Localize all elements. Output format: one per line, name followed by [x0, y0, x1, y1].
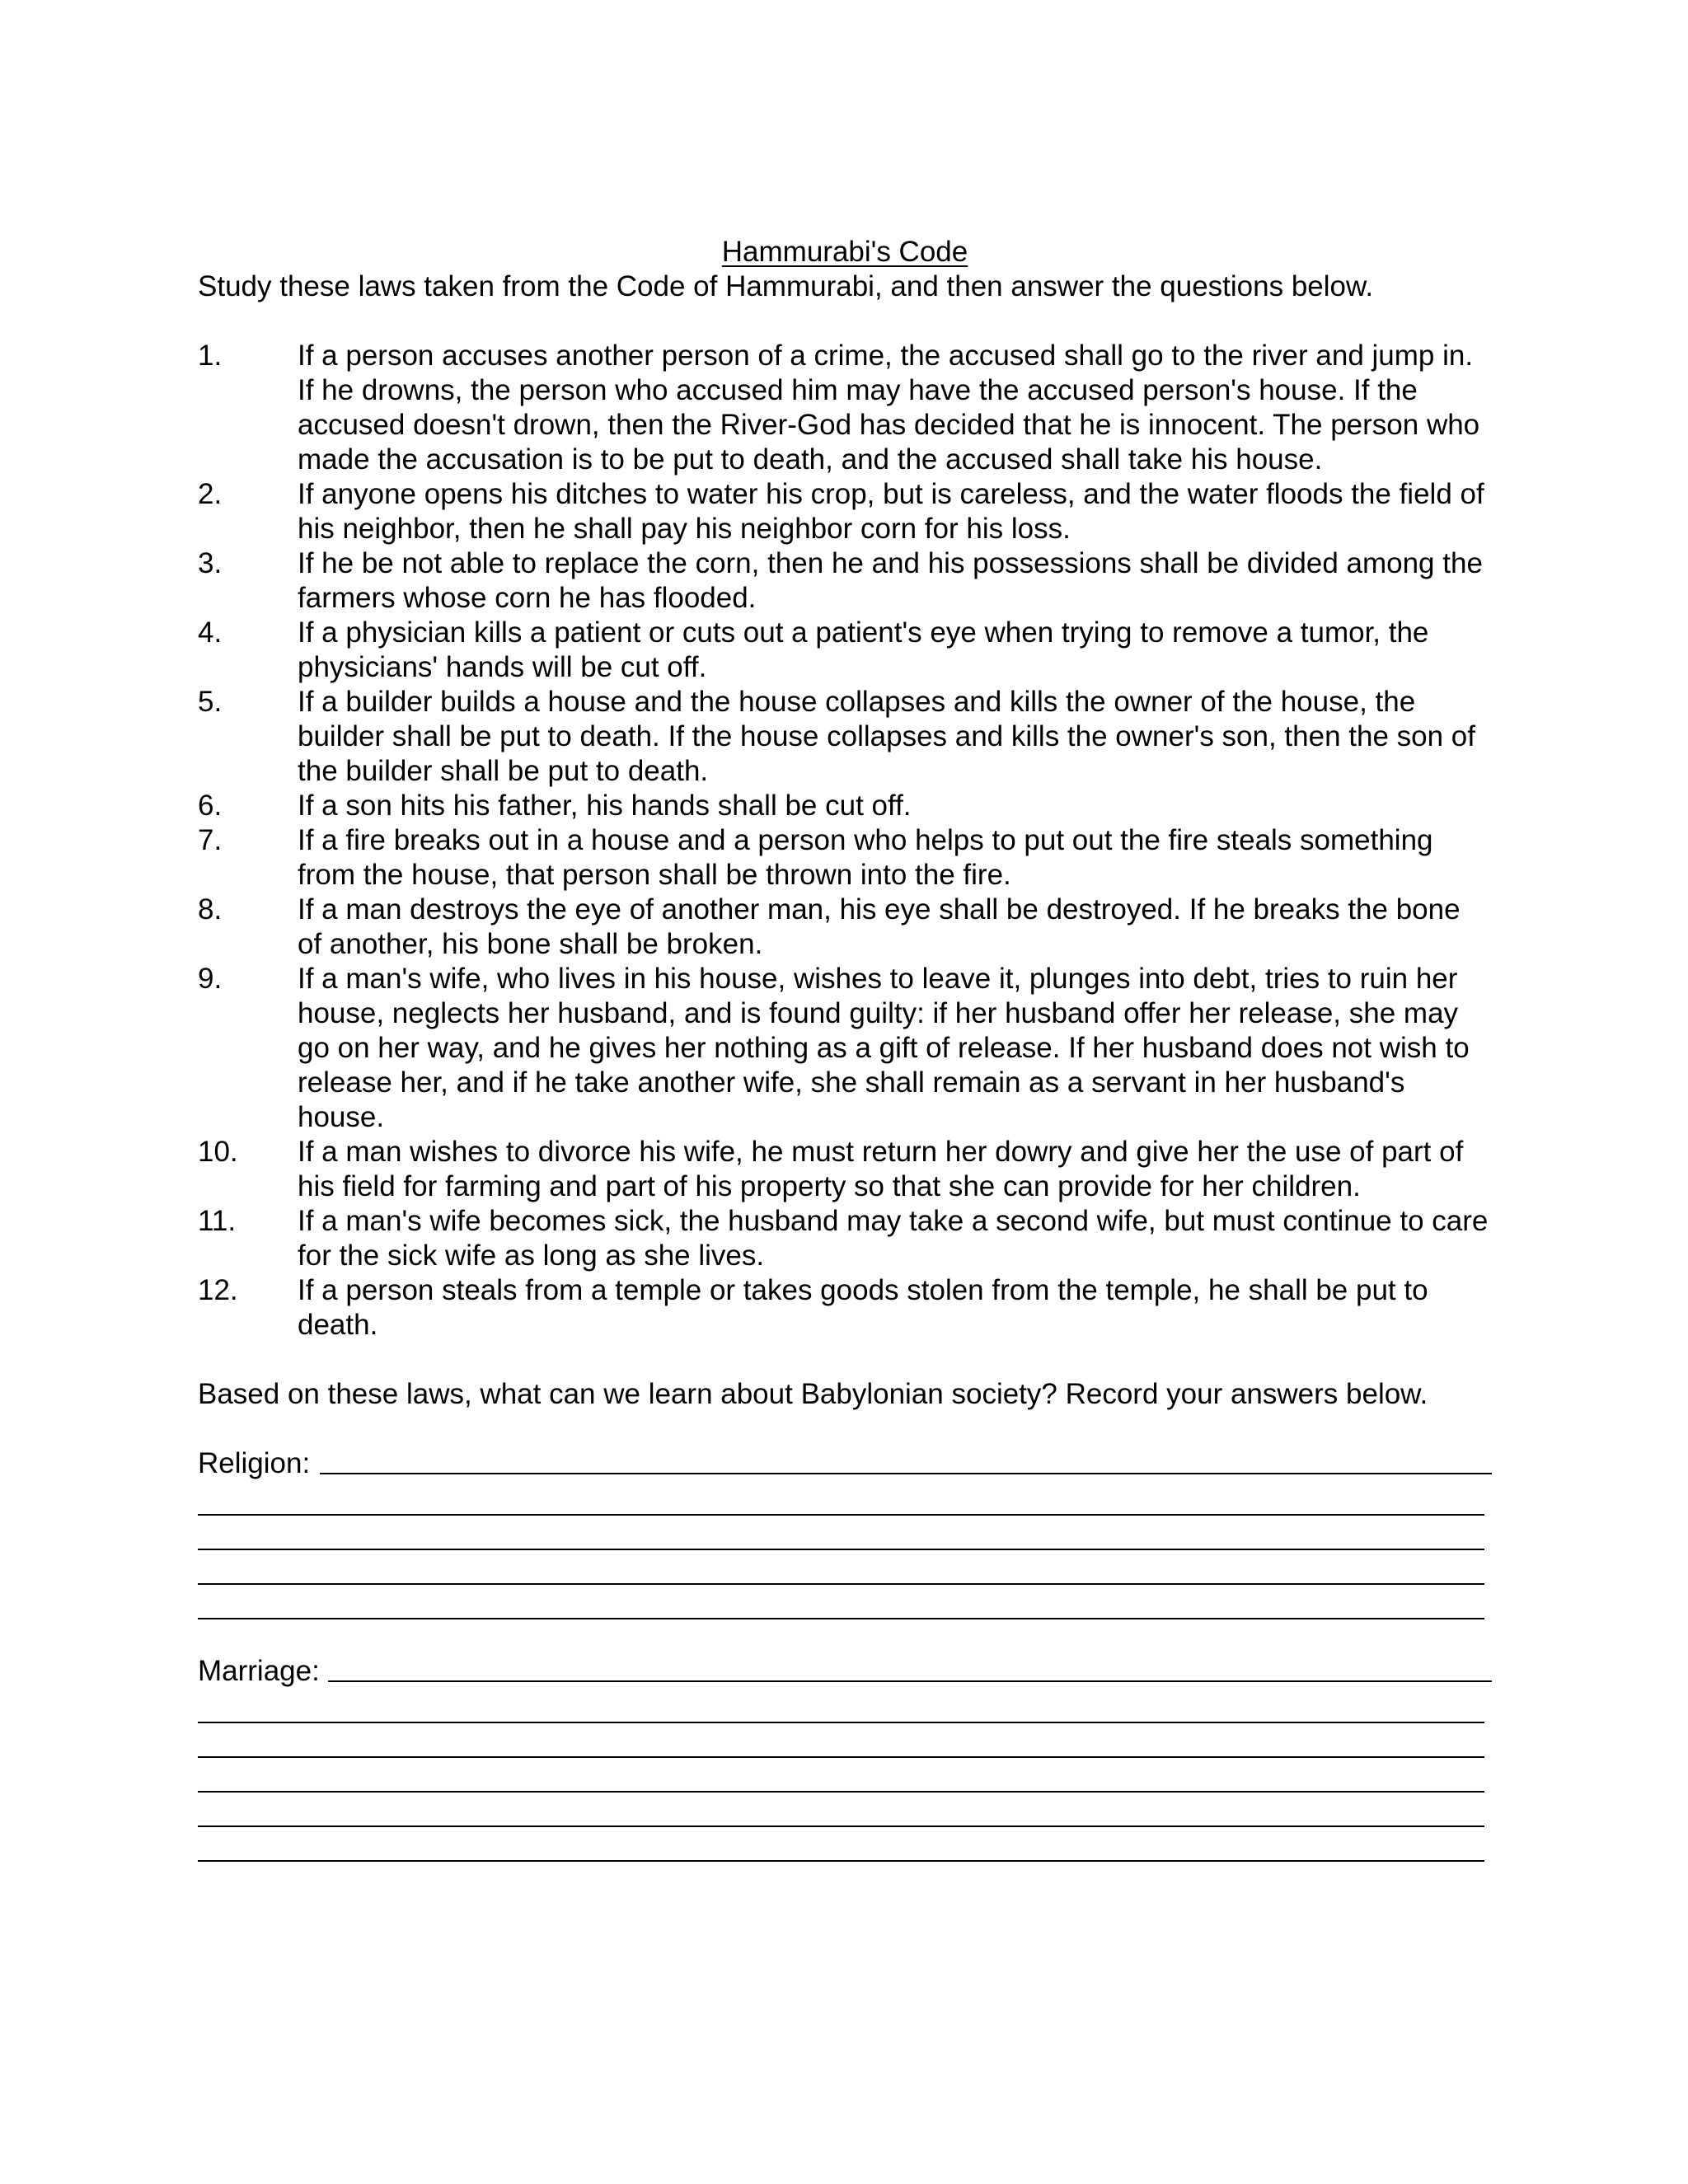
law-text: If a physician kills a patient or cuts out a patient's eye when trying to remove a tumor, the physicians' hands will be cut off.: [298, 616, 1429, 683]
religion-answer-line[interactable]: [198, 1516, 1484, 1550]
marriage-answer-section: [198, 1654, 1492, 1862]
law-number: 3.: [198, 547, 223, 579]
marriage-answer-line[interactable]: [328, 1680, 1492, 1682]
law-item-12: [198, 1273, 1492, 1343]
law-item-9: [198, 962, 1492, 1135]
marriage-answer-line[interactable]: [198, 1827, 1484, 1862]
law-text: If a man's wife becomes sick, the husband may take a second wife, but must continue to care for the sick wife as long as she lives.: [298, 1205, 1489, 1272]
page-title: Hammurabi's Code: [721, 236, 968, 268]
religion-answer-line[interactable]: [198, 1481, 1484, 1516]
marriage-answer-line[interactable]: [198, 1758, 1484, 1793]
law-text: If a man destroys the eye of another man, his eye shall be destroyed. If he breaks the bone of another, his bone shall be broken.: [298, 893, 1461, 960]
marriage-first-line[interactable]: [198, 1654, 1492, 1689]
law-item-7: [198, 823, 1492, 893]
religion-answer-section: [198, 1446, 1492, 1619]
law-item-5: [198, 685, 1492, 789]
marriage-answer-line[interactable]: [198, 1689, 1484, 1723]
law-text: If he be not able to replace the corn, then he and his possessions shall be divided among the farmers whose corn he has flooded.: [298, 547, 1483, 614]
law-text: If a man's wife, who lives in his house, wishes to leave it, plunges into debt, tries to ruin her house, neglects her husband, and is found guilty: if her husband offer her release, she may go on her way, and he gives her nothing as a gift of release. If her husband does not wish to release her, and if he take another wife, she shall remain as a servant in her husband's house.: [298, 963, 1470, 1133]
law-text: If a man wishes to divorce his wife, he must return her dowry and give her the use of part of his field for farming and part of his property so that she can provide for her children.: [298, 1136, 1464, 1202]
law-item-4: [198, 616, 1492, 685]
marriage-answer-line[interactable]: [198, 1793, 1484, 1827]
religion-answer-line[interactable]: [198, 1585, 1484, 1619]
intro-text: Study these laws taken from the Code of Hammurabi, and then answer the questions below.: [198, 270, 1374, 302]
law-text: If a builder builds a house and the house collapses and kills the owner of the house, the builder shall be put to death. If the house collapses and kills the owner's son, then the son of the builder shall be put to death.: [298, 686, 1475, 787]
law-number: 4.: [198, 616, 223, 649]
law-item-1: [198, 339, 1492, 477]
question-prompt: Based on these laws, what can we learn about Babylonian society? Record your answers below.: [198, 1378, 1428, 1410]
law-text: If a fire breaks out in a house and a person who helps to put out the fire steals something from the house, that person shall be thrown into the fire.: [298, 824, 1433, 891]
religion-answer-line[interactable]: [198, 1550, 1484, 1585]
law-item-11: [198, 1204, 1492, 1273]
law-text: If a person steals from a temple or takes goods stolen from the temple, he shall be put to death.: [298, 1274, 1428, 1341]
law-text: If anyone opens his ditches to water his crop, but is careless, and the water floods the field of his neighbor, then he shall pay his neighbor corn for his loss.: [298, 478, 1484, 545]
law-number: 1.: [198, 340, 223, 372]
law-text: If a son hits his father, his hands shall be cut off.: [298, 790, 912, 822]
worksheet-page: [198, 235, 1492, 1896]
law-item-2: [198, 477, 1492, 546]
laws-list: [198, 339, 1492, 1343]
law-number: 6.: [198, 790, 223, 822]
law-number: 10.: [198, 1136, 238, 1168]
law-number: 7.: [198, 824, 223, 856]
law-item-8: [198, 893, 1492, 962]
religion-answer-line[interactable]: [320, 1473, 1492, 1474]
law-number: 8.: [198, 893, 223, 926]
religion-label: Religion:: [198, 1447, 311, 1479]
law-number: 5.: [198, 686, 223, 718]
law-number: 2.: [198, 478, 223, 510]
law-number: 12.: [198, 1274, 238, 1306]
marriage-label: Marriage:: [198, 1655, 320, 1687]
law-item-3: [198, 546, 1492, 616]
law-number: 9.: [198, 963, 223, 995]
marriage-answer-line[interactable]: [198, 1723, 1484, 1758]
law-text: If a person accuses another person of a crime, the accused shall go to the river and jump in. If he drowns, the person who accused him may have the accused person's house. If the accused doesn't drown, then the River-God has decided that he is innocent. The person who made the accusation is to be put to death, and the accused shall take his house.: [298, 340, 1480, 476]
law-item-10: [198, 1135, 1492, 1204]
law-item-6: [198, 789, 1492, 823]
religion-first-line[interactable]: [198, 1446, 1492, 1481]
law-number: 11.: [198, 1205, 237, 1237]
